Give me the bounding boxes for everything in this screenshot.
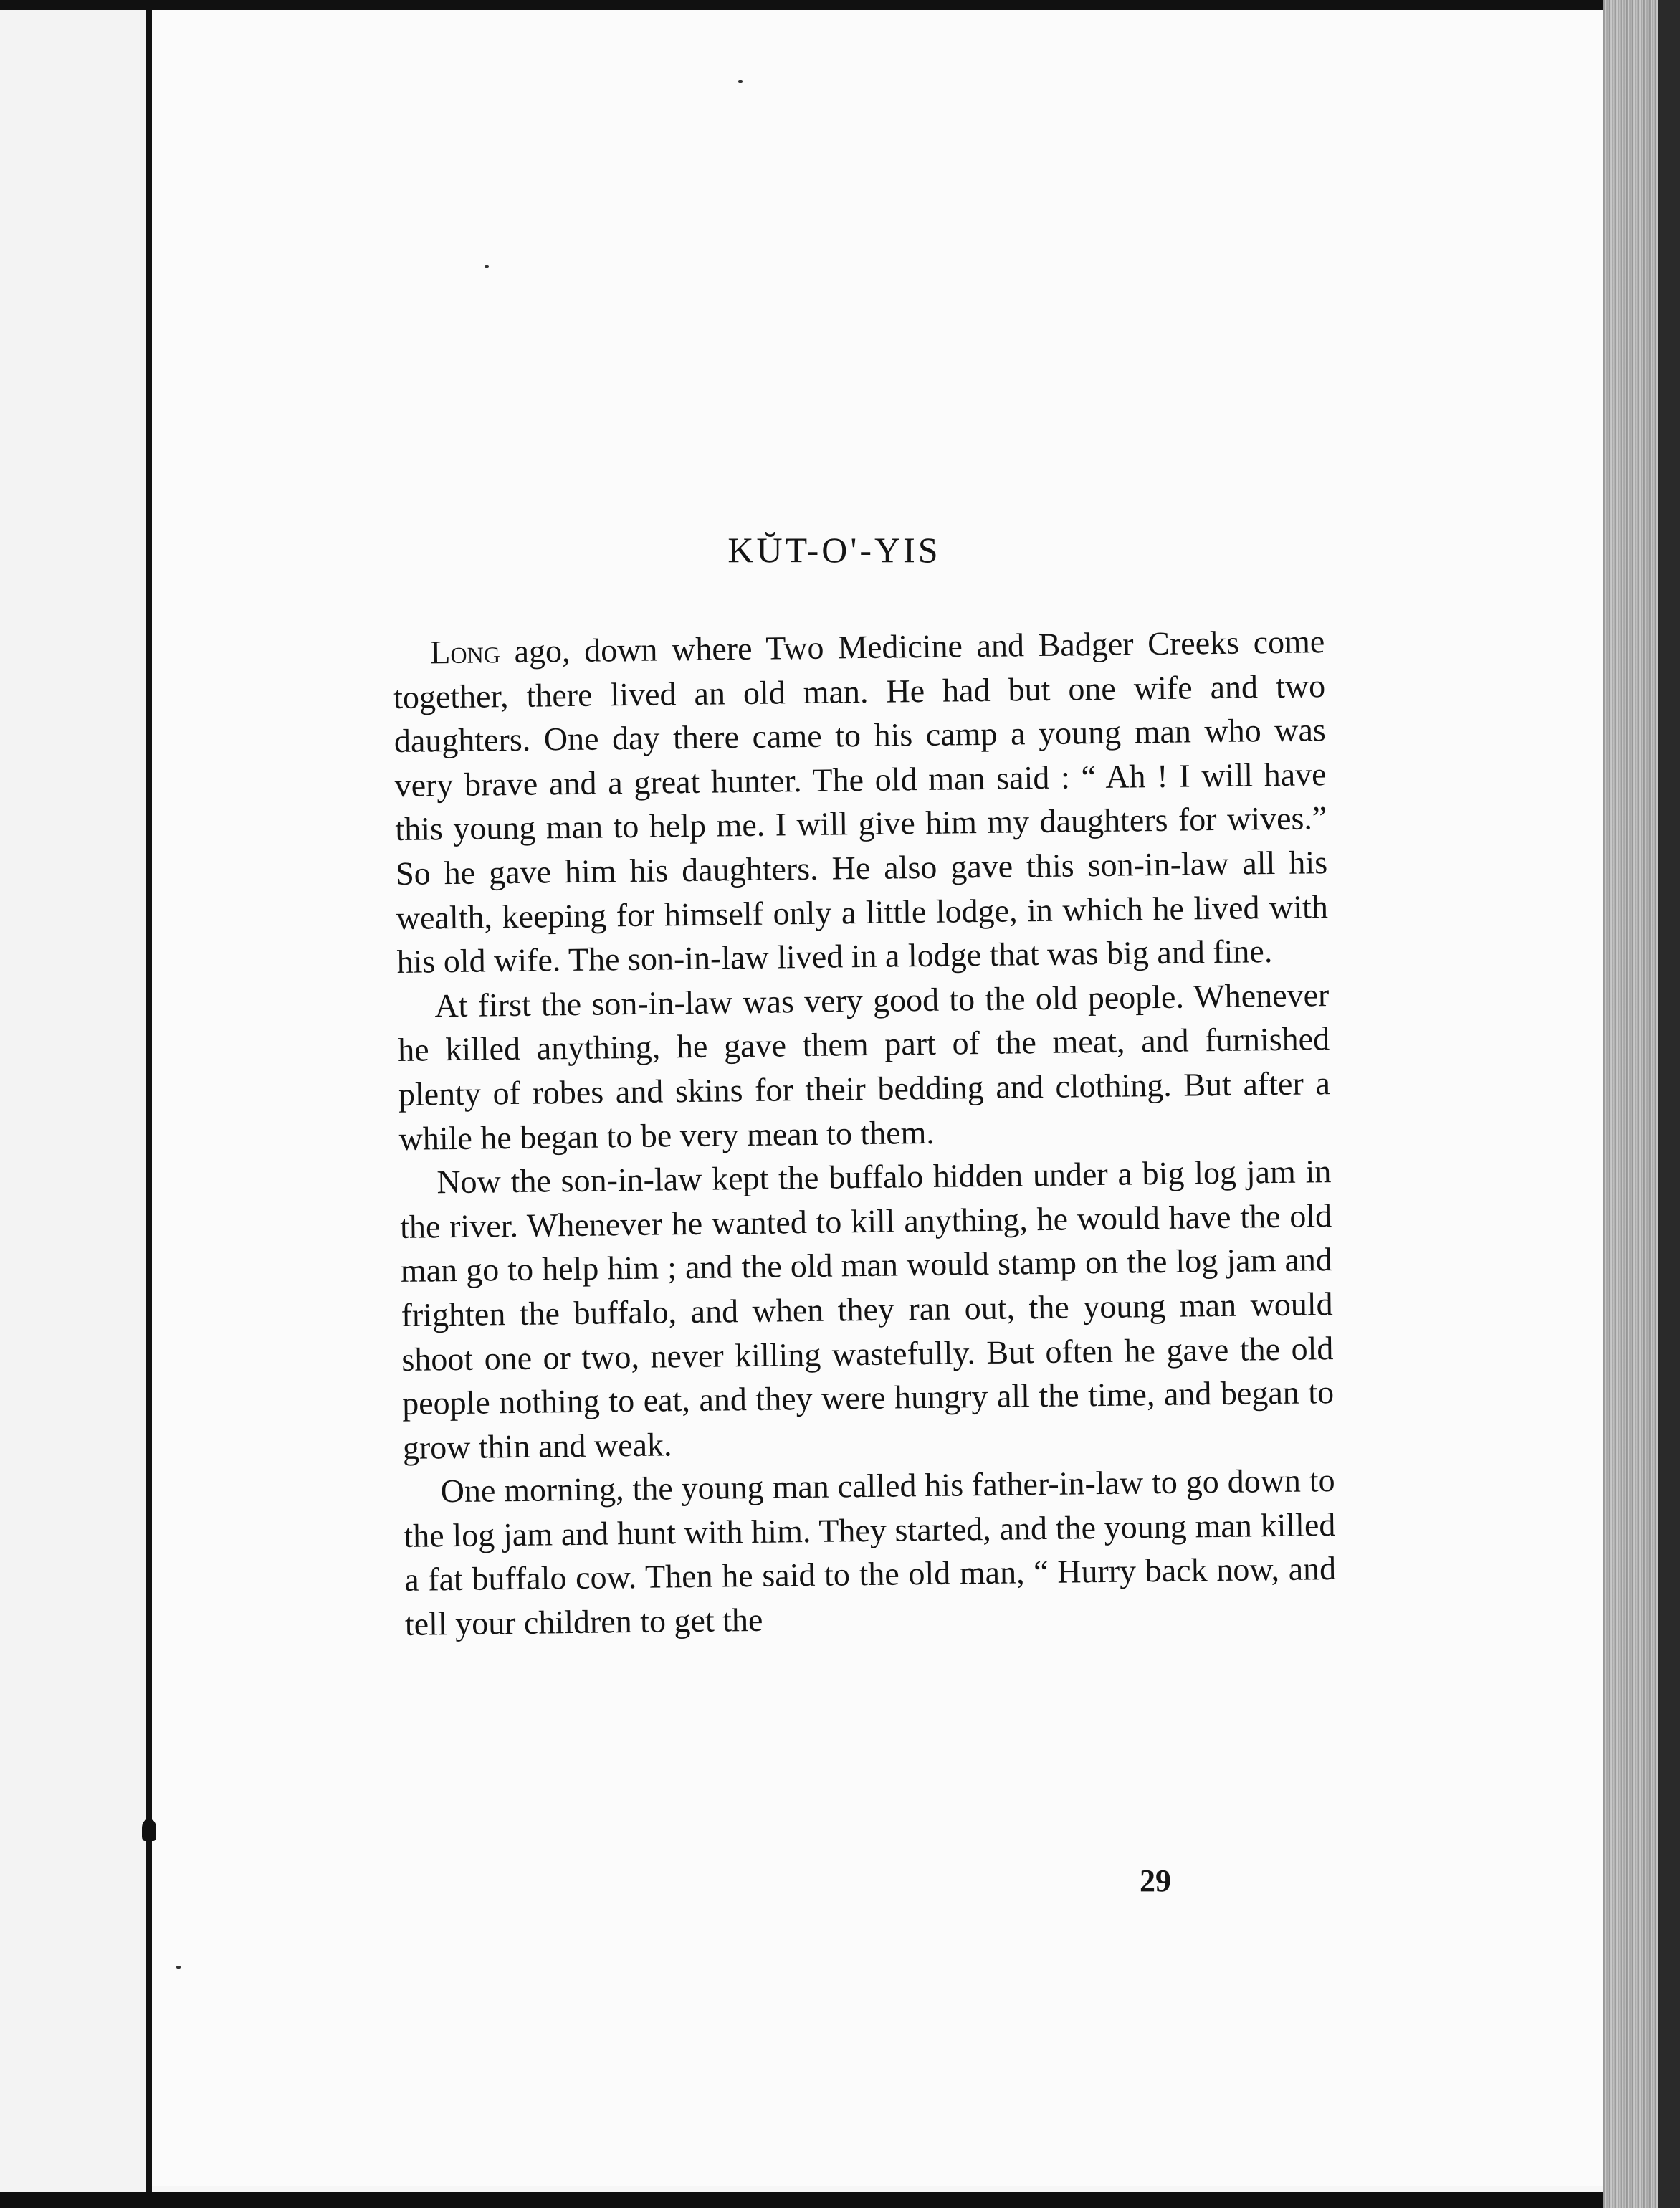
stacked-page-edges — [1603, 0, 1680, 2208]
paragraph-text: ago, down where Two Medicine and Badger Creeks come together, there lived an old man. He had but one wife and two daughters. One day there came to his camp a young man who was very brave and a great hunter. The old man said : “ Ah ! I will have this young man to help me. I will give him my daughters for wives.” So he gave him his daughters. He also gave this son-in-law all his wealth, keeping for himself only a little lodge, in which he lived with his old wife. The son-in-law lived in a lodge that was big and fine. — [393, 623, 1329, 981]
paragraph-text: Now the son-in-law kept the buffalo hidden under a big log jam in the river. Whenever he wanted to kill anything, he would have the old man go to help him ; and the old man would stamp on the log jam and frighten the buffalo, and when they ran out, the young man would shoot one or two, never killing wastefully. But often he gave the old people nothing to eat, and they were hungry all the time, and began to grow thin and weak. — [399, 1153, 1335, 1466]
paragraph-2 — [397, 973, 1331, 1161]
body-text — [393, 619, 1337, 1646]
paragraph-text: At first the son-in-law was very good to the old people. Whenever he killed anything, he gave them part of the meat, and furnished plenty of robes and skins for their bedding and clothing. But after a while he began to be very mean to them. — [397, 976, 1331, 1157]
facing-page-edge — [0, 0, 148, 2208]
story-title: KŬT-O'-YIS — [727, 530, 941, 570]
paragraph-4 — [403, 1458, 1337, 1646]
book-gutter — [146, 7, 152, 2194]
scan-right-border — [1658, 0, 1680, 2208]
paragraph-1 — [393, 619, 1329, 984]
scan-top-border — [0, 0, 1680, 10]
paragraph-3 — [399, 1149, 1335, 1470]
binding-mark — [142, 1819, 156, 1841]
print-speck — [176, 1966, 181, 1969]
print-speck — [485, 265, 489, 268]
page-number: 29 — [1140, 1863, 1171, 1898]
print-speck — [738, 80, 743, 83]
scan-bottom-border — [0, 2192, 1680, 2208]
paragraph-lead-word: Long — [430, 633, 501, 671]
paragraph-text: One morning, the young man called his father-in-law to go down to the log jam and hunt with him. They started, and the young man killed a fat buffalo cow. Then he said to the old man, “ Hurry back now, and tell your children to get the — [404, 1462, 1337, 1642]
